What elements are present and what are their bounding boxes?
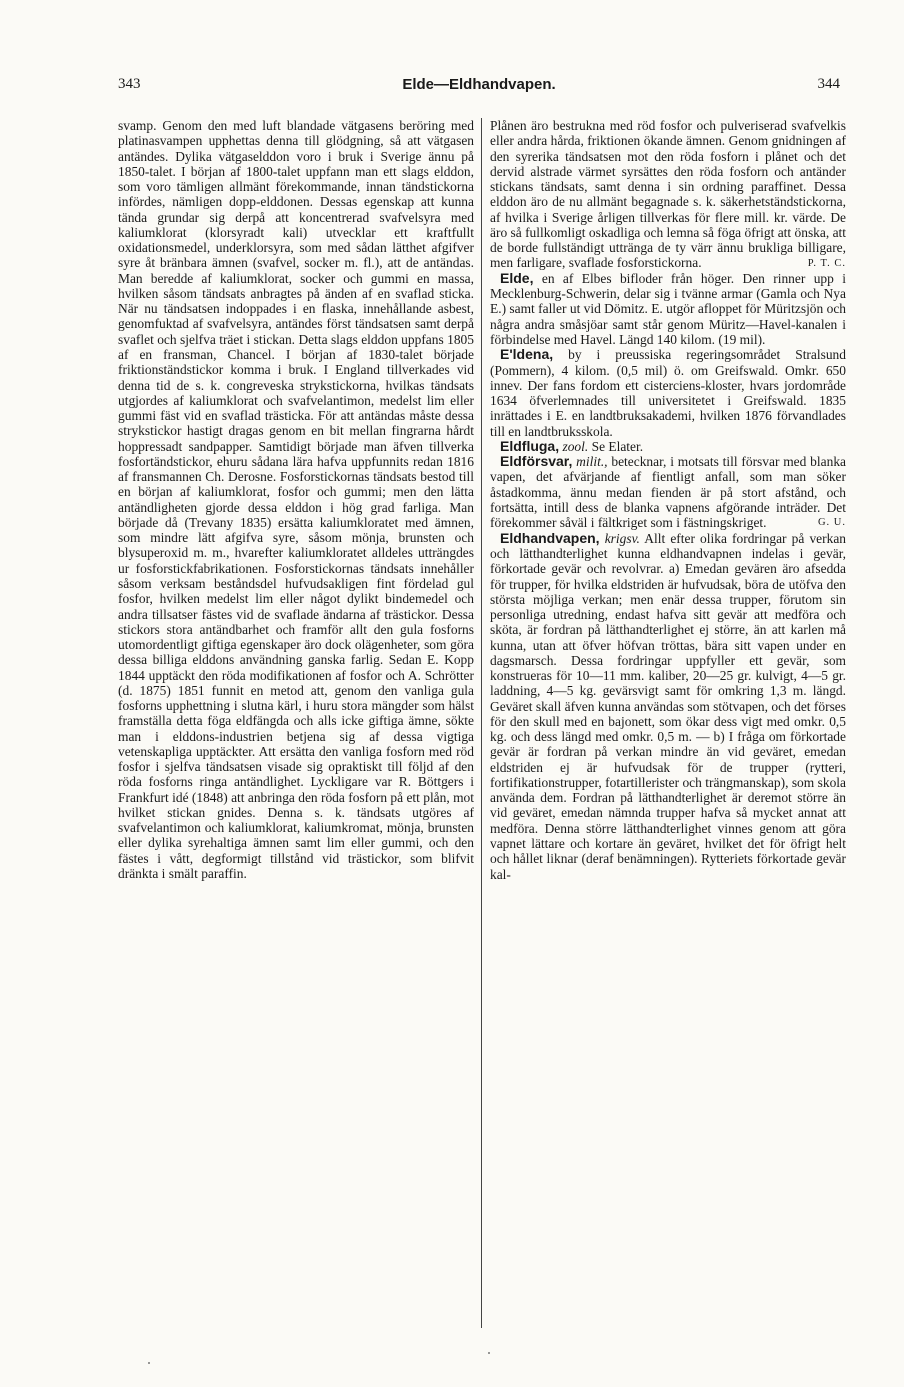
entry-text: by i preussiska regeringsområdet Stralsund (Pommern), 4 kilom. (0,5 mil) ö. om Greifswald. Omkr. 650 innev. Der fans fordom ett cisterciens-kloster, hvars jordområde 1634 öfverlemnades till universitetet i Greifswald. 1835 inrättades i E. en landtbruksakademi, hvilken 1876 förvandlades till en landtbruksskola. (490, 347, 846, 439)
page-number-left: 343 (118, 76, 141, 92)
entry-elddon-continued (490, 118, 846, 271)
running-title: Elde—Eldhandvapen. (402, 76, 556, 93)
headword: Elde, (500, 269, 534, 286)
subject-tag: milit., (572, 454, 608, 470)
entry-text: en af Elbes bifloder från höger. Den rinner upp i Mecklenburg-Schwerin, delar sig i tvänne armar (Gamla och Nya E.) samt faller ut vid Dömitz. E. utgör afloppet för Müritzsjön och några andra småsjöar samt står genom Müritz—Havel-kanalen i förbindelse med Havel. Längd 140 kilom. (19 mil). (490, 270, 847, 347)
entry-text: betecknar, i motsats till försvar med blanka vapen, det afvärjande af fientligt anfall, som man söker åstadkomma, ännu medan fienden är på stort afstånd, och fortsätta, intill dess de blanka vapnens afgörande inträder. Det förekommer såväl i fältkriget som i fästningskriget. (490, 454, 846, 531)
entry-text: Allt efter olika fordringar på verkan och lätthandterlighet kunna eldhandvapnen indelas i gevär, förkortade gevär och revolvrar. a) Emedan gevären äro afsedda för trupper, för hvilka eldstriden är hufvudsak, böra de utöfva den största möjliga verkan; men enär dessa trupper, förutom sin personliga utredning, endast hafva sitt gevär att medföra och sköta, är fordran på lätthandterlighet ej större, än att karlen må kunna, utan att öfver höfvan tröttas, bära sitt vapen under en dagsmarsch. Dessa fordringar uppfyller ett gevär, som konstrueras för 10—11 mm. kaliber, 20—25 gr. kulvigt, 4—5 gr. laddning, 4—5 kg. gevärsvigt samt för omkring 1,3 m. längd. Geväret skall äfven kunna användas som stötvapen, och det förses för den skull med en bajonett, som ökar dess vigt med omkr. 0,5 kg. och dess längd med omkr. 0,5 m. — b) I fråga om förkortade gevär är fordran på verkan mindre än vid geväret, emedan eldstriden ej är hufvudsak för de trupper (rytteri, fortifikationstrupper, fotartillerister och trängmanskap), som skola använda dem. Fordran på lätthandterlighet är deremot större än vid geväret, emedan nämnda trupper hafva så mycket annat att medföra. Denna större lätthandterlighet vinnes genom att göra vapnet lättare och kortare än geväret, hvilket det för öfrigt helt och hållet liknar (deraf benämningen). Rytteriets förkortade gevär kal- (490, 530, 846, 882)
headword: E'ldena, (500, 346, 554, 363)
entry-text: Se Elater. (588, 438, 644, 454)
page-header (118, 76, 840, 98)
subject-tag: krigsv. (599, 530, 640, 546)
page-number-right: 344 (817, 76, 840, 92)
entry-eldfluga (490, 439, 846, 454)
left-paragraph: svamp. Genom den med luft blandade vätgasens beröring med platinasvampen upphettas denna till glödgning, så att vätgasen antändes. Dylika vätgaselddon voro i bruk i Sverige ännu på 1850-talet. I början af 1800-talet uppfann man ett slags elddon, som voro tämligen allmänt förekommande, innan tändstickorna infördes, nämligen dopp-elddonen. Dessas egenskap att kunna tända grundar sig derpå att koncentrerad svafvelsyra med kaliumklorat (klorsyradt kali) utvecklar ett kraftfullt oxidationsmedel, underklorsyra, som med sådan lätthet afgifver syre åt bränbara ämnen (svafvel, socker m. fl.), att de antändas. Man beredde af kaliumklorat, socker och gummi en massa, hvilken såsom tändsats anbragtes på änden af en svaflad sticka. När nu tändsatsen indoppades i en flaska, innehållande asbest, genomfuktad af svafvelsyra, antändes först tändsatsen samt derpå svaflet och sjelfva träet i stickan. Detta slags elddon uppfans 1805 af en fransman, Chancel. I början af 1830-talet började friktionständstickor komma i bruk. I England tillverkades vid denna tid de s. k. congreveska strykstickorna, hvilkas tändsats utgjordes af kaliumklorat och svafvelantimon, medelst lim eller gummi fäst vid en svaflad trästicka. För att antändas måste dessa strykstickor hastigt dragas genom en bit mellan fingrarna hårdt hoppressadt sandpapper. Samtidigt började man äfven tillverka fosfortändstickor, ehuru sådana lära hafva uppfunnits redan 1816 af fransmannen Ch. Derosne. Fosforstickornas tändsats bestod till en början af kaliumklorat, fosfor och gummi; men den lätta antändligheten gjorde dessa elddon i hög grad farliga. Man började då (Trevany 1835) ersätta kaliumkloratet med ämnen, som mindre lätt afgifva syre, såsom mönja, brunsten och blysuperoxid m. m., hvarefter kaliumkloratet alldeles utträngdes ur fosforstickfabrikationen. Fosforstickornas tändsats innehåller såsom verksam beståndsdel hufvudsakligen fint fördelad gul fosfor, hvilken medelst lim eller något dylikt bindemedel och andra tillsatser fästes vid de svaflade ändarna af trästickor. Dessa stickors stora antändbarhet och framför allt den gula fosforns utomordentligt giftiga egenskaper äro dock olägenheter, som göra dessa billiga elddons användning ganska farlig. Sedan E. Kopp 1844 upptäckt den röda modifikationen af fosfor och A. Schrötter (d. 1875) 1851 funnit en metod att, genom den vanliga gula fosforns upphettning i slutna kärl, i huru stora mängder som hälst framställa detta föga eldfängda och alls icke giftiga ämne, sökte man i elddons-industrien betjena sig af dessa vigtiga vetenskapliga upptäckter. Att ersätta den vanliga fosforn med röd fosfor i sjelfva tändsatsen visade sig opraktiskt till följd af den röda fosforns ringa antändlighet. Lyckligare var R. Böttgers i Frankfurt idé (1848) att anbringa den röda fosforn på ett plån, mot hvilket stickan gnides. Denna s. k. tändsats utgöres af svafvelantimon och kaliumklorat, kaliumkromat, mönja, brunsten eller dylika syrehaltiga ämnen samt lim eller gummi, och den fästes i vått, degformigt tillstånd vid trästickor, som blifvit dränkta i smält paraffin. (118, 118, 474, 882)
column-divider (481, 118, 482, 1328)
headword: Eldhandvapen, (500, 529, 600, 546)
entry-elde (490, 271, 846, 347)
entry-eldena (490, 347, 846, 439)
right-column (490, 118, 846, 882)
paper-speck (488, 1352, 490, 1354)
author-signature: G. U. (817, 517, 846, 529)
subject-tag: zool. (559, 438, 589, 454)
headword: Eldförsvar, (500, 453, 573, 470)
entry-eldhandvapen (490, 531, 846, 882)
author-signature: P. T. C. (807, 257, 846, 269)
headword: Eldfluga, (500, 437, 560, 454)
elddon-text: Plånen äro bestrukna med röd fosfor och pulveriserad svafvelkis eller andra hårda, friktionen ökande ämnen. Genom gnidningen af den syrerika tändsatsen mot den röda fosforn i plånet och det dervid alstrade värmet syrsättes den röda fosforn och antänder stickans tändsats, samt denna i sin ordning paraffinet. Dessa elddon äro de nu allmänt begagnade s. k. säkerhetständstickorna, af hvilka i Sverige årligen tillverkas för flere mill. kr. värde. De äro så fullkomligt oskadliga och lemna så föga öfrigt att önska, att de borde fullständigt uttränga de ty värr ännu brukliga billigare, men farligare, svaflade fosforstickorna. (490, 118, 847, 271)
entry-eldforsvar (490, 454, 846, 531)
paper-speck (148, 1362, 150, 1364)
left-column (118, 118, 474, 881)
